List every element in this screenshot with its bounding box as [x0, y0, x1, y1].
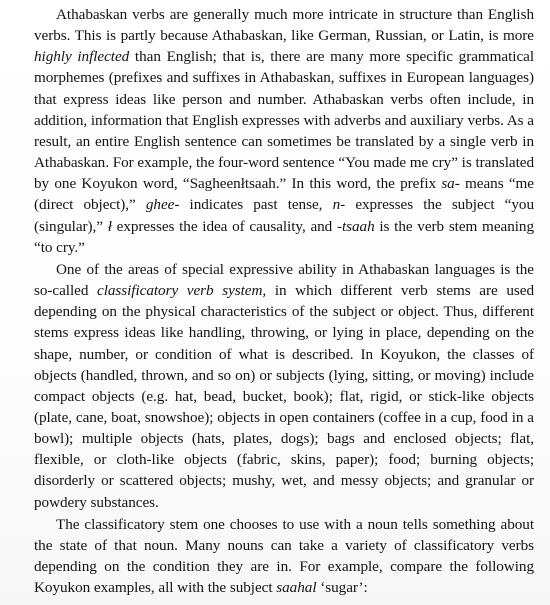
paragraph-text: indicates past tense, — [179, 196, 333, 214]
paragraph-text: expresses the idea of causality, and — [111, 217, 337, 235]
paragraph-text: ‘sugar’: — [316, 579, 368, 597]
italic-term: saahal — [276, 579, 317, 597]
paragraph-text: than English; that is, there are many more specific grammatical morphemes (prefixes and suffixes in Athabaskan, suffixes in European languages) that express ideas like person and number. Athabaskan verbs often include, in addition, information that English expresses with adverbs and auxiliary verbs. As a result, an entire English sentence can sometimes be translated by a single verb in Athabaskan. For example, the four-word sentence “You made me cry” is translated by one Koyukon word, “Sagheenłtsaah.” In this word, the prefix — [34, 48, 535, 193]
paragraph-text: The classificatory stem one chooses to use with a noun tells something about the state of that noun. Many nouns can take a variety of classificatory verbs depending on the condition they are in. For example, compare the following Koyukon examples, all with the subject — [34, 515, 534, 597]
body-text — [34, 4, 534, 598]
italic-term: highly inflected — [34, 48, 130, 66]
italic-term: sa- — [441, 175, 460, 193]
paragraph-text: is the verb stem meaning “to cry.” — [34, 217, 534, 256]
italic-term: ł — [107, 217, 112, 235]
paragraph-3 — [34, 514, 534, 599]
paragraph-1 — [34, 4, 534, 258]
italic-term: classificatory verb system, — [97, 282, 267, 300]
paragraph-text: in which different verb stems are used depending on the physical characteristics of the subject or object. Thus, different stems express ideas like handling, throwing, or lying in place, depending on the shape, number, or condition of what is described. In Koyukon, the classes of objects (handled, thrown, and so on) or subjects (lying, sitting, or moving) include compact objects (e.g. hat, bead, bucket, book); flat, rigid, or stick-like objects (plate, cane, boat, snowshoe); objects in open containers (coffee in a cup, food in a bowl); multiple objects (hats, plates, dogs); bags and enclosed objects; flat, flexible, or cloth-like objects (fabric, skins, paper); food; burning objects; disorderly or scattered objects; mushy, wet, and messy objects; and granular or powdery substances. — [34, 282, 534, 511]
paragraph-text: expresses the subject “you (singular),” — [34, 196, 534, 235]
paragraph-text: Athabaskan verbs are generally much more intricate in structure than English verbs. This is partly because Athabaskan, like German, Russian, or Latin, is more — [34, 6, 534, 45]
paragraph-2 — [34, 259, 534, 513]
paragraph-text: One of the areas of special expressive ability in Athabaskan languages is the so-called — [34, 260, 534, 300]
italic-term: n- — [332, 196, 346, 214]
paragraph-text: means “me (direct object),” — [34, 175, 534, 214]
italic-term: ghee- — [145, 196, 180, 214]
italic-term: -tsaah — [336, 217, 375, 235]
